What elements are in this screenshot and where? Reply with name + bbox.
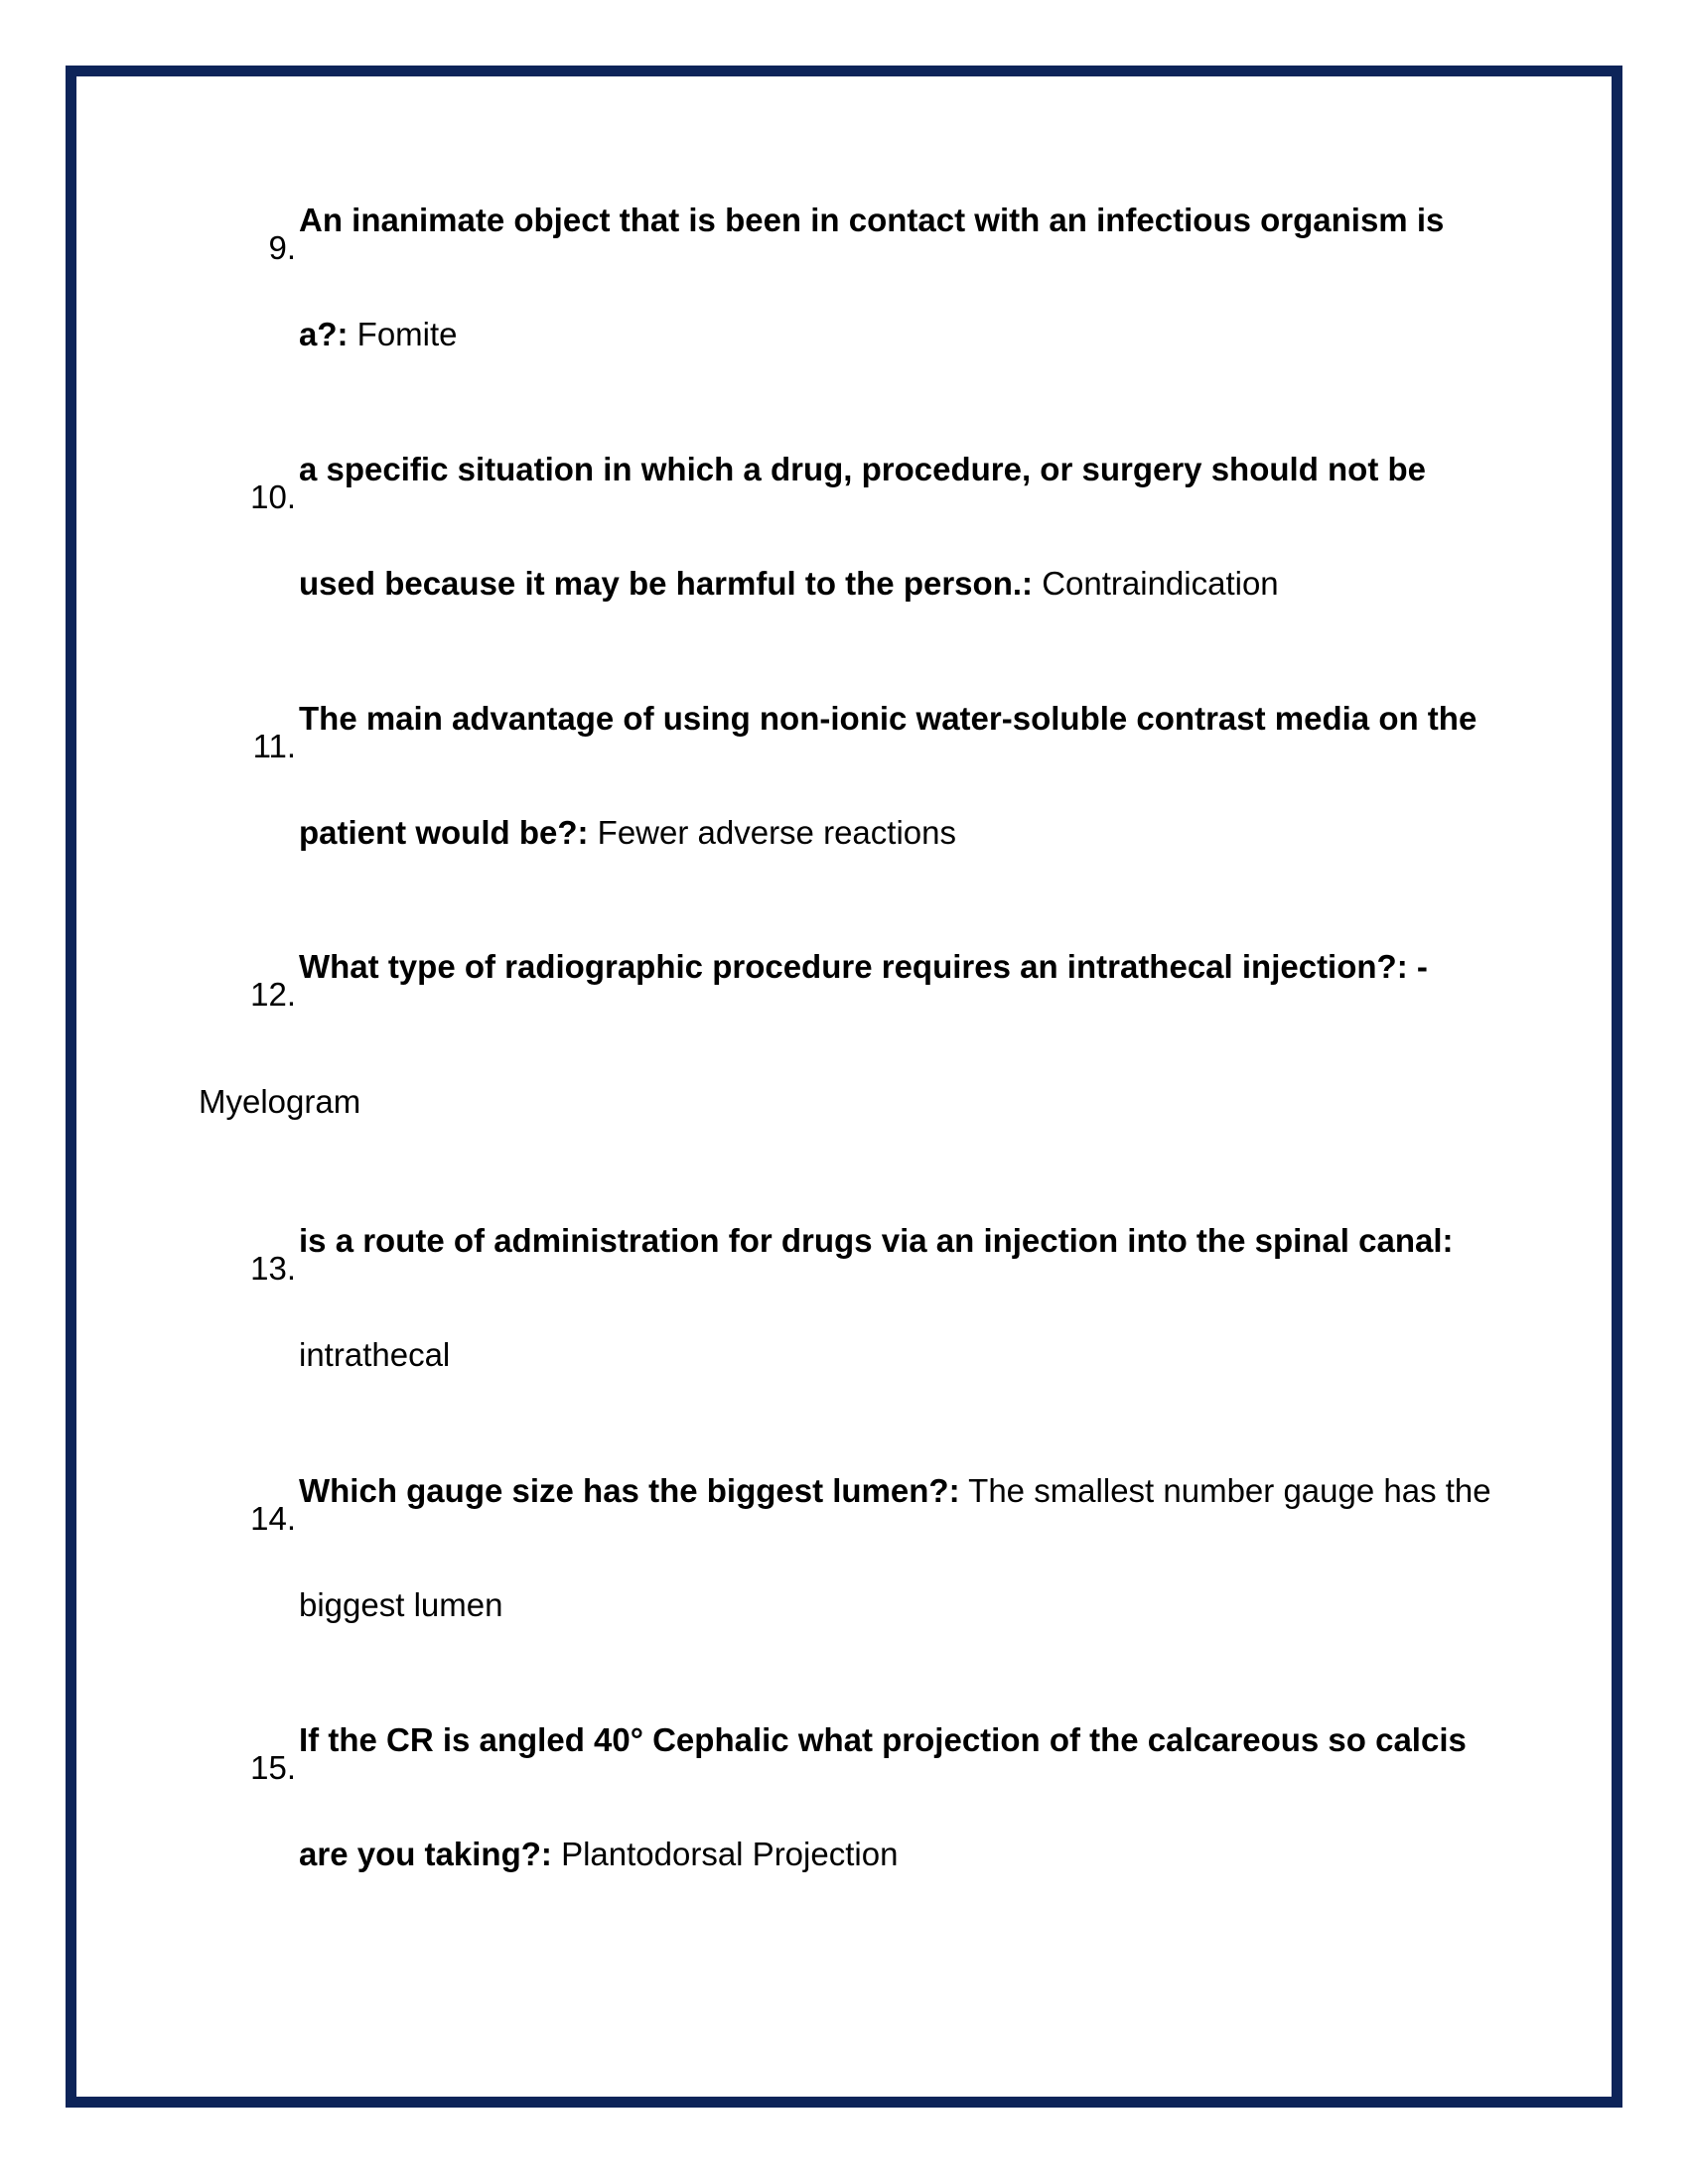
list-item xyxy=(246,937,1497,1051)
item-number: 13. xyxy=(250,1250,296,1287)
item-answer: Fewer adverse reactions xyxy=(597,814,956,851)
list-item xyxy=(246,1461,1497,1690)
item-answer: intrathecal xyxy=(299,1336,451,1373)
item-answer: Plantodorsal Projection xyxy=(561,1836,899,1872)
item-number: 9. xyxy=(268,229,296,266)
item-answer: Contraindication xyxy=(1042,565,1279,602)
item-number: 10. xyxy=(250,478,296,515)
item-number: 14. xyxy=(250,1500,296,1537)
item-question: An inanimate object that is been in contact with an infectious organism is a?: xyxy=(299,202,1445,352)
item-question: is a route of administration for drugs via an injection into the spinal canal: xyxy=(299,1222,1454,1259)
item-answer: Myelogram xyxy=(199,1083,361,1120)
item-number: 15. xyxy=(250,1749,296,1786)
list-item xyxy=(246,440,1497,668)
item-number: 12. xyxy=(250,976,296,1013)
item-answer: The smallest number gauge has the biggest lumen xyxy=(299,1472,1491,1623)
item-answer: Fomite xyxy=(356,316,458,352)
item-question: Which gauge size has the biggest lumen?: xyxy=(299,1472,960,1509)
list-item xyxy=(246,689,1497,917)
list-item xyxy=(246,1211,1497,1439)
list-item xyxy=(246,191,1497,419)
list-item xyxy=(246,1710,1497,1939)
item-number: 11. xyxy=(252,728,296,764)
item-question: a specific situation in which a drug, procedure, or surgery should not be used because it may be harmful to the person.: xyxy=(299,451,1427,602)
item-question: What type of radiographic procedure requires an intrathecal injection?: - xyxy=(299,948,1428,985)
item-question: The main advantage of using non-ionic water-soluble contrast media on the patient would be?: xyxy=(299,700,1477,851)
item-question: If the CR is angled 40° Cephalic what projection of the calcareous so calcis are you taking?: xyxy=(299,1721,1467,1872)
